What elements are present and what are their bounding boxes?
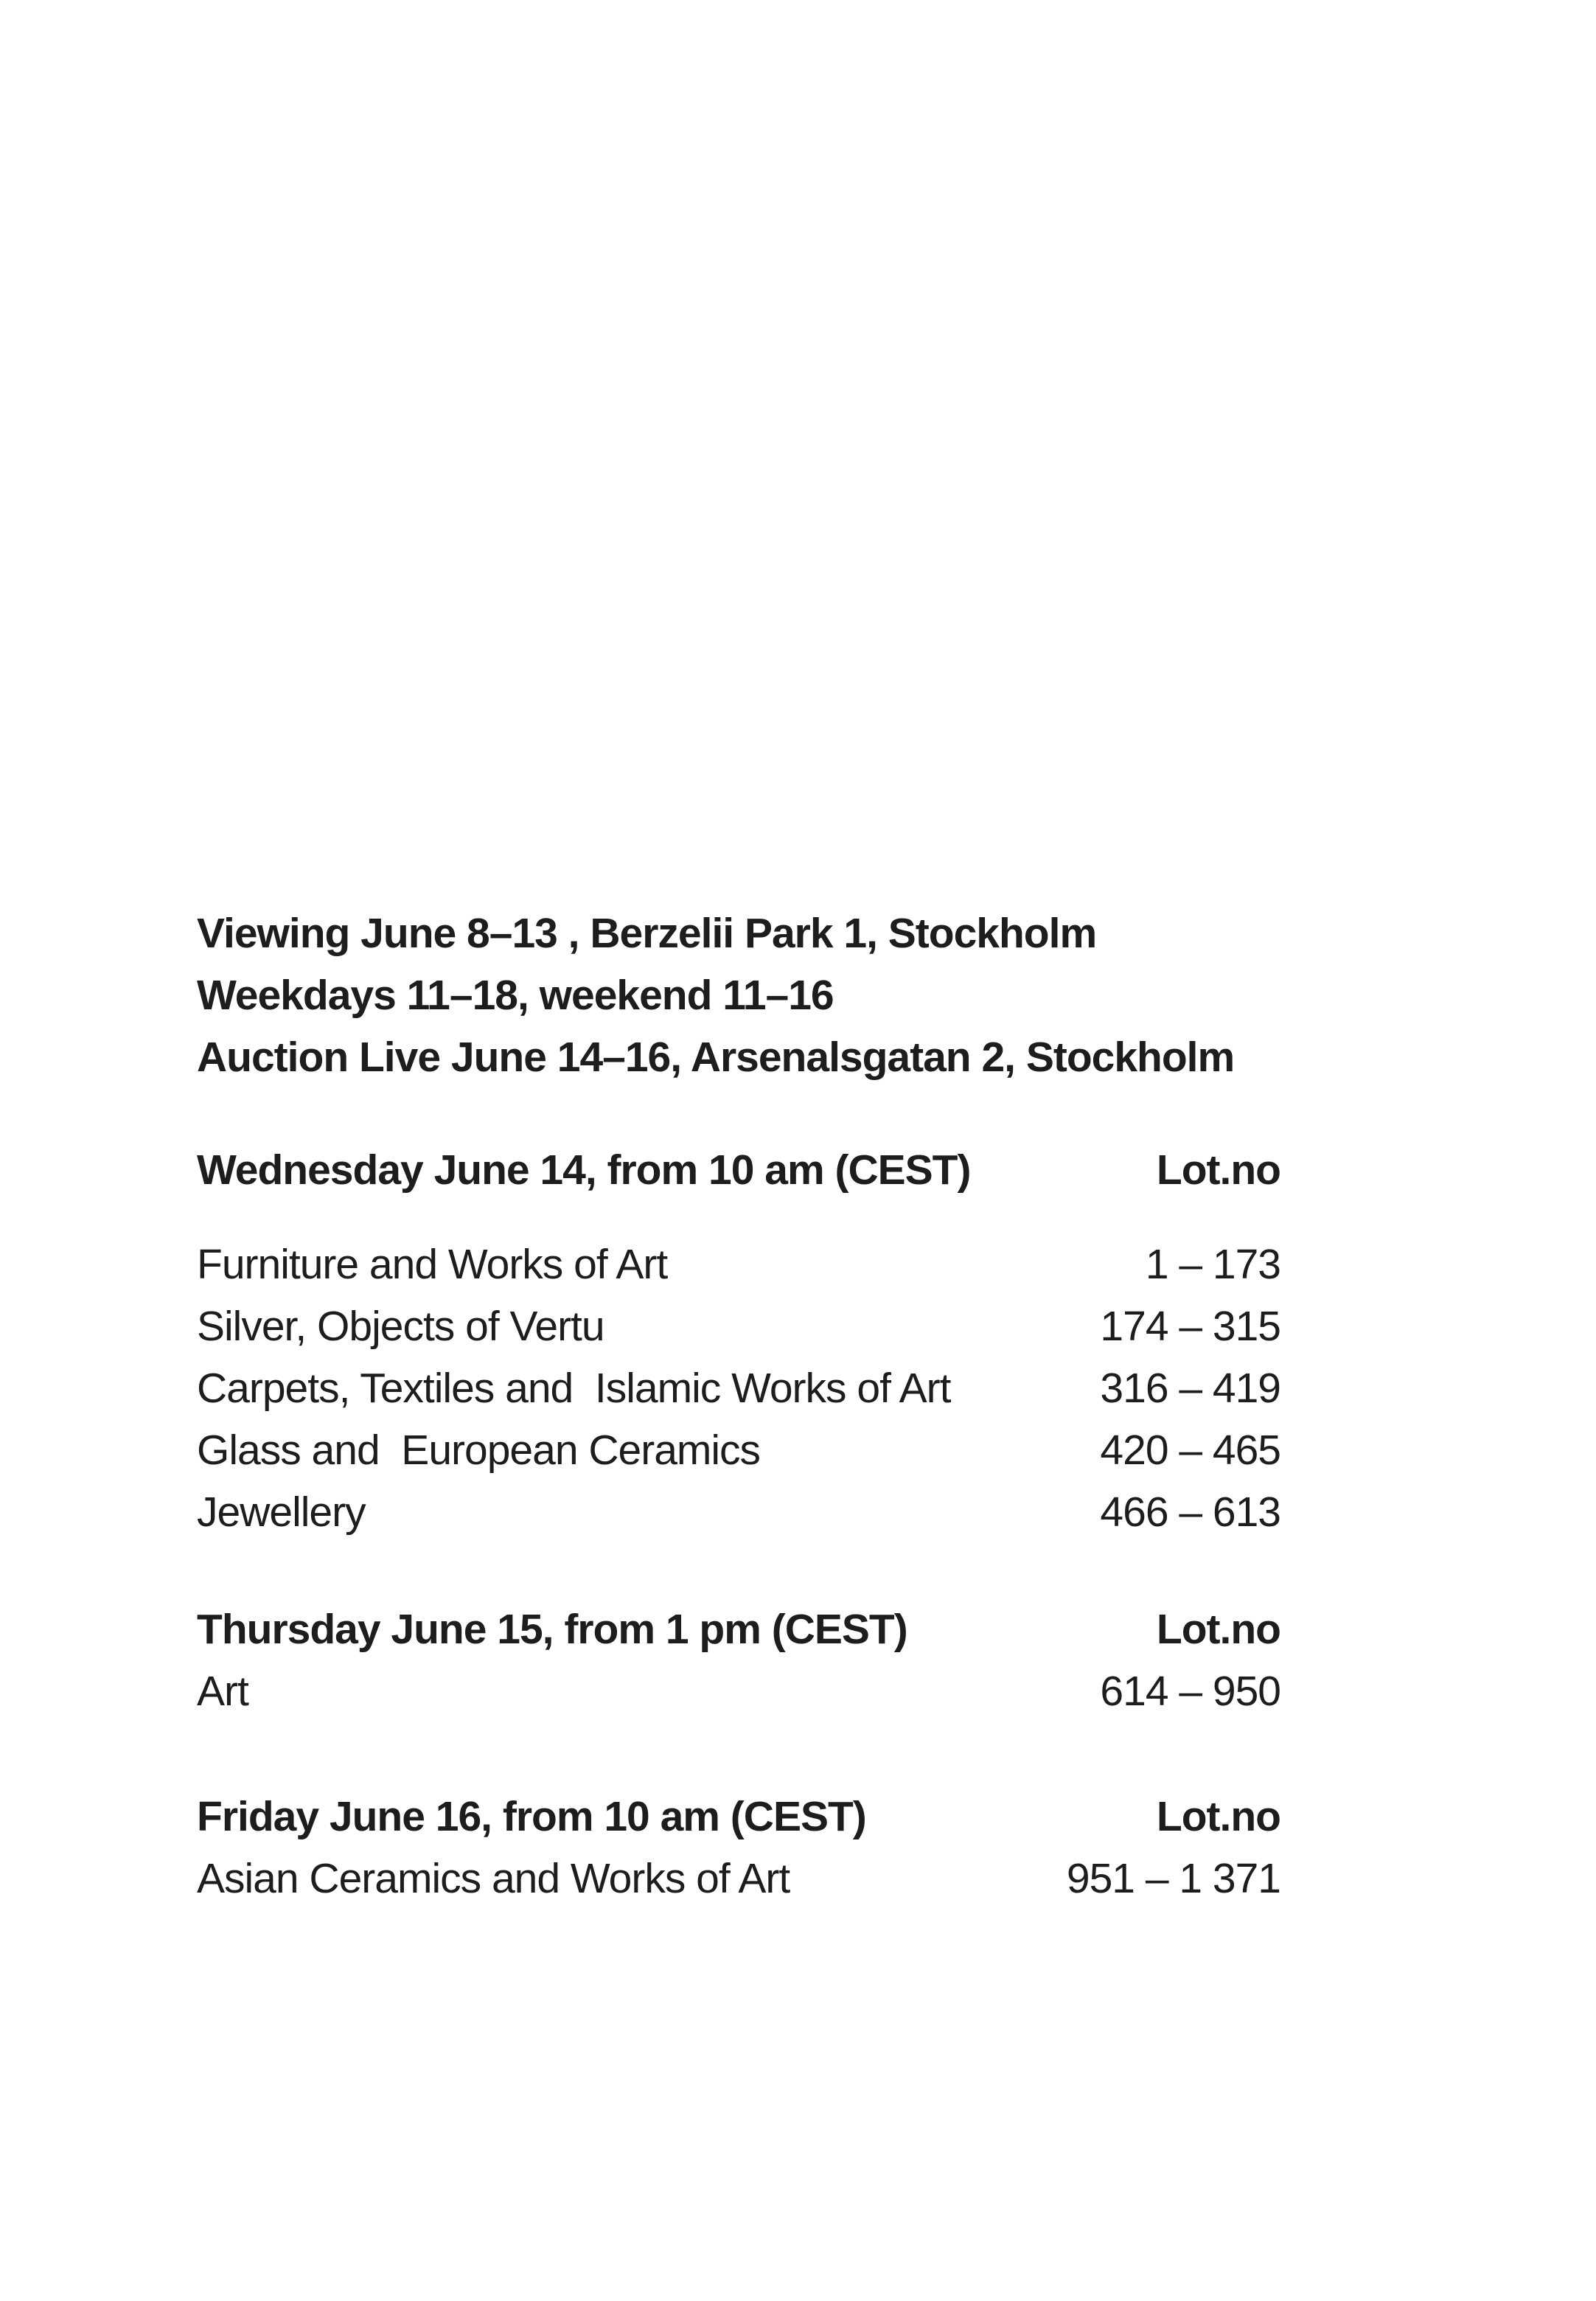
lot-no-column-header: Lot.no: [1156, 1606, 1280, 1653]
viewing-info-line2: Weekdays 11–18, weekend 11–16: [197, 972, 834, 1019]
session-wednesday: [197, 1139, 1280, 1543]
auction-schedule: [197, 902, 1280, 1910]
schedule-row: [197, 1419, 1280, 1481]
lot-range: 466 – 613: [1100, 1489, 1280, 1536]
session-header: [197, 1598, 1280, 1660]
lot-range: 951 – 1 371: [1066, 1855, 1280, 1902]
session-thursday: [197, 1598, 1280, 1722]
category-label: Art: [197, 1668, 248, 1715]
auction-live-info: Auction Live June 14–16, Arsenalsgatan 2, Stockholm: [197, 1034, 1235, 1081]
category-label: Asian Ceramics and Works of Art: [197, 1855, 790, 1902]
viewing-info-line1: Viewing June 8–13 , Berzelii Park 1, Stockholm: [197, 910, 1097, 957]
lot-no-column-header: Lot.no: [1156, 1793, 1280, 1840]
lot-range: 174 – 315: [1100, 1303, 1280, 1350]
lot-range: 316 – 419: [1100, 1365, 1280, 1412]
lot-range: 1 – 173: [1145, 1241, 1280, 1288]
category-label: Silver, Objects of Vertu: [197, 1303, 604, 1350]
category-label: Carpets, Textiles and Islamic Works of Art: [197, 1365, 951, 1412]
session-rows: [197, 1660, 1280, 1722]
category-label: Furniture and Works of Art: [197, 1241, 668, 1288]
session-rows: [197, 1233, 1280, 1543]
schedule-row: [197, 1848, 1280, 1910]
schedule-row: [197, 1660, 1280, 1722]
schedule-row: [197, 1295, 1280, 1357]
schedule-row: [197, 1481, 1280, 1543]
lot-no-column-header: Lot.no: [1156, 1146, 1280, 1194]
schedule-row: [197, 1233, 1280, 1295]
session-title: Wednesday June 14, from 10 am (CEST): [197, 1146, 971, 1194]
category-label: Jewellery: [197, 1489, 366, 1536]
session-friday: [197, 1786, 1280, 1910]
session-title: Thursday June 15, from 1 pm (CEST): [197, 1606, 907, 1653]
category-label: Glass and European Ceramics: [197, 1427, 761, 1474]
lot-range: 420 – 465: [1100, 1427, 1280, 1474]
session-title: Friday June 16, from 10 am (CEST): [197, 1793, 866, 1840]
lot-range: 614 – 950: [1100, 1668, 1280, 1715]
schedule-row: [197, 1357, 1280, 1419]
session-rows: [197, 1848, 1280, 1910]
session-header: [197, 1139, 1280, 1201]
session-header: [197, 1786, 1280, 1848]
